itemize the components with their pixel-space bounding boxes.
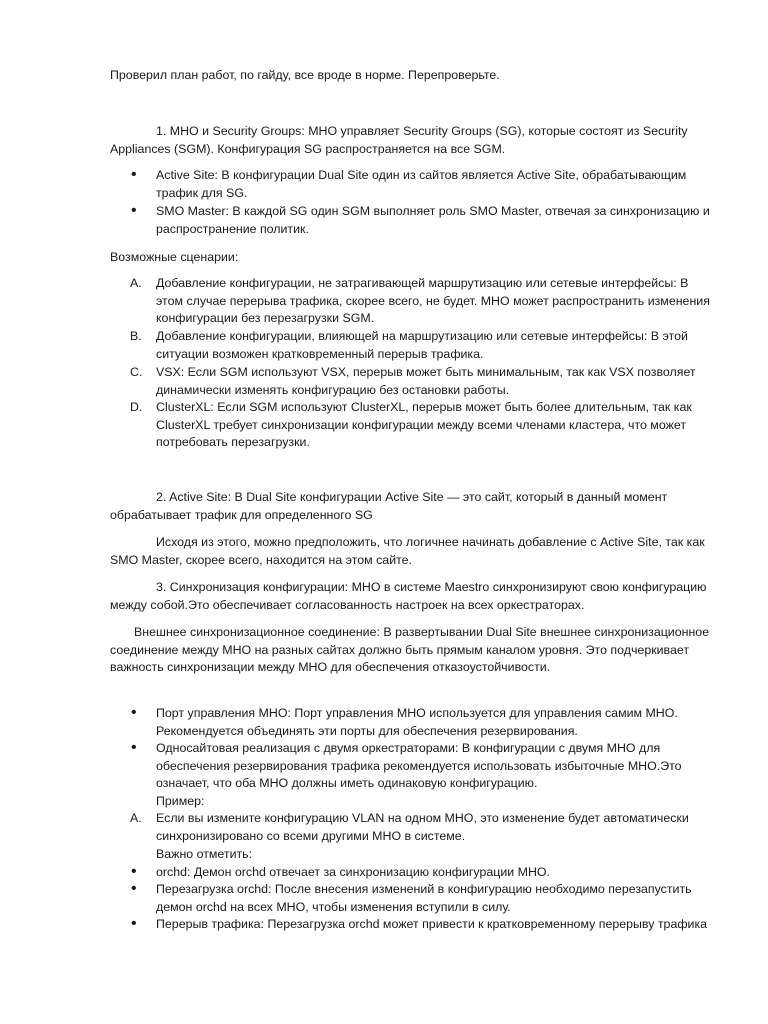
list-item xyxy=(110,881,716,916)
example-label-row xyxy=(110,793,716,811)
list-item xyxy=(110,810,716,845)
list-item xyxy=(110,399,716,452)
list-item xyxy=(110,275,716,328)
bullet-text: orchd: Демон orchd отвечает за синхронизацию конфигурации MHO. xyxy=(156,865,550,879)
scenario-text: Добавление конфигурации, не затрагивающей маршрутизацию или сетевые интерфейсы: В этом случае перерыва трафика, скорее всего, не будет. MHO может распространить изменения конфигурации без перезагрузки SGM. xyxy=(156,276,710,326)
list-item xyxy=(110,328,716,363)
bullet-text: Перезагрузка orchd: После внесения изменений в конфигурацию необходимо перезапустить демон orchd на всех MHO, чтобы изменения вступили в силу. xyxy=(156,882,692,914)
list-item xyxy=(110,864,716,882)
list-marker: D. xyxy=(130,400,143,414)
note-label: Важно отметить: xyxy=(156,847,253,861)
bullet-icon: • xyxy=(131,704,137,721)
scenario-text: VSX: Если SGM используют VSX, перерыв может быть минимальным, так как VSX позволяет динамически изменять конфигурацию без остановки работы. xyxy=(156,365,696,397)
section-1-title: 1. MHO и Security Groups: MHO управляет Security Groups (SG), которые состоят из Security Appliances (SGM). Конфигурация SG распространяется на все SGM. xyxy=(110,124,688,156)
scenario-text: Добавление конфигурации, влияющей на маршрутизацию или сетевые интерфейсы: В этой ситуации возможен кратковременный перерыв трафика. xyxy=(156,329,688,361)
note-label-row xyxy=(110,846,716,864)
bullet-icon: • xyxy=(131,739,137,756)
bullet-text: Active Site: В конфигурации Dual Site один из сайтов является Active Site, обрабатывающим трафик для SG. xyxy=(156,168,687,200)
list-marker: A. xyxy=(130,276,142,290)
bullet-text: SMO Master: В каждой SG один SGM выполняет роль SMO Master, отвечая за синхронизацию и распространение политик. xyxy=(156,204,710,236)
scenarios-label: Возможные сценарии: xyxy=(110,250,239,264)
list-marker: A. xyxy=(130,811,142,825)
bullet-icon: • xyxy=(131,202,137,219)
list-item xyxy=(110,203,716,238)
example-label: Пример: xyxy=(156,794,205,808)
bullet-text: Порт управления MHO: Порт управления MHO используется для управления самим MHO. Рекомендуется объединять эти порты для обеспечения резервирования. xyxy=(156,706,678,738)
section-3-title: 3. Синхронизация конфигурации: MHO в системе Maestro синхронизируют свою конфигурацию между собой.Это обеспечивает согласованность настроек на всех оркестраторах. xyxy=(110,580,707,612)
scenario-text: ClusterXL: Если SGM используют ClusterXL, перерыв может быть более длительным, так как ClusterXL требует синхронизации конфигурации между всеми членами кластера, что может потребовать перезагрузки. xyxy=(156,400,692,450)
section-2-body: Исходя из этого, можно предположить, что логичнее начинать добавление с Active Site, так как SMO Master, скорее всего, находится на этом сайте. xyxy=(110,535,705,567)
external-sync-paragraph: Внешнее синхронизационное соединение: В развертывании Dual Site внешнее синхронизационное соединение между MHO на разных сайтах должно быть прямым каналом уровня. Это подчеркивает важность синхронизации между MHO для обеспечения отказоустойчивости. xyxy=(110,625,710,675)
bullet-icon: • xyxy=(131,166,137,183)
list-item xyxy=(110,916,716,934)
intro-paragraph: Проверил план работ, по гайду, все вроде в норме. Перепроверьте. xyxy=(110,68,500,82)
bullet-icon: • xyxy=(131,915,137,932)
list-item xyxy=(110,705,716,740)
list-item xyxy=(110,167,716,202)
bullet-icon: • xyxy=(131,863,137,880)
bullet-icon: • xyxy=(131,880,137,897)
bullet-text: Односайтовая реализация с двумя оркестраторами: В конфигурации с двумя MHO для обеспечения резервирования трафика рекомендуется использовать избыточные MHO.Это означает, что оба MHO должны иметь одинаковую конфигурацию. xyxy=(156,741,682,791)
bullet-text: Перерыв трафика: Перезагрузка orchd может привести к кратковременному перерыву трафика xyxy=(156,917,708,931)
section-2-title: 2. Active Site: В Dual Site конфигурации Active Site — это сайт, который в данный момент обрабатывает трафик для определенного SG xyxy=(110,490,668,522)
example-text: Если вы измените конфигурацию VLAN на одном MHO, это изменение будет автоматически синхронизировано со всеми другими MHO в системе. xyxy=(156,811,689,843)
list-item xyxy=(110,740,716,793)
list-item xyxy=(110,364,716,399)
list-marker: B. xyxy=(130,329,142,343)
list-marker: C. xyxy=(130,365,143,379)
